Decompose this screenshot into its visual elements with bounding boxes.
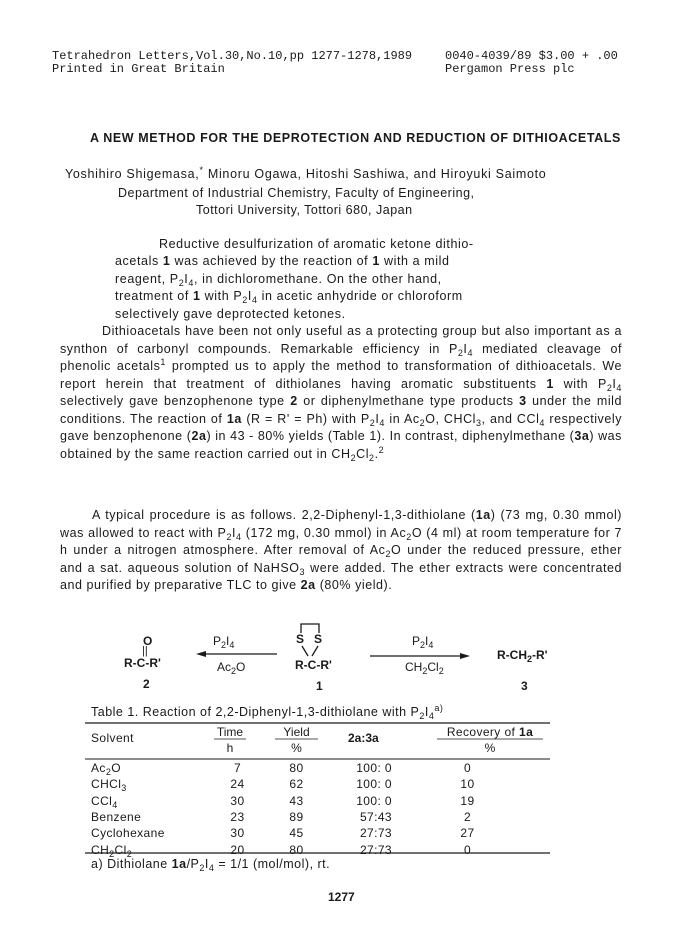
cell-recovery: 0 — [463, 842, 472, 857]
cell-yield: 43 — [289, 793, 304, 808]
header-solvent: Solvent — [91, 731, 134, 745]
cell-yield: 45 — [289, 826, 304, 841]
cell-time: 30 — [230, 826, 245, 841]
cell-ratio: 27:73 — [359, 826, 392, 841]
cell-solvent: CCl$_4$ — [91, 793, 118, 810]
cell-solvent: $CH_2Cl_2$ — [91, 842, 133, 859]
issn-price: 0040-4039/89 $3.00 + .00 — [445, 49, 618, 63]
cell-solvent: Benzene — [91, 810, 142, 825]
ketone-double-bond: || — [142, 645, 148, 657]
dithiolane-sulfur-left: S — [296, 632, 305, 646]
cell-ratio: 27:73 — [359, 842, 392, 857]
table-row — [91, 776, 521, 792]
cell-time: 20 — [230, 842, 245, 857]
abstract-line: selectively gave deprotected ketones. — [115, 306, 346, 321]
cell-solvent: CHCl$_3$ — [91, 777, 127, 794]
cell-recovery: 27 — [460, 826, 475, 841]
abstract-line: reagent, $P_2I_4$, in dichloromethane. On the other hand, — [115, 271, 442, 288]
cell-time: 23 — [230, 810, 245, 825]
alkane-formula: $R-CH_2-R'$ — [497, 648, 548, 664]
other-authors: Minoru Ogawa, Hitoshi Sashiwa, and Hiroyuki Saimoto — [203, 167, 547, 181]
abstract-line: Reductive desulfurization of aromatic ketone dithio- — [159, 237, 474, 251]
corresponding-mark: * — [199, 165, 204, 175]
left-reagent-top: $P_2I_4$ — [213, 634, 235, 650]
table-row — [91, 825, 521, 841]
table-row — [91, 809, 521, 825]
dithiolane-formula: R-C-R' — [295, 658, 332, 672]
table-rows — [91, 760, 521, 858]
cell-time: 30 — [230, 793, 245, 808]
dithiolane-sulfur-right: S — [314, 632, 323, 646]
table-row — [91, 793, 521, 809]
cell-solvent: Cyclohexane — [91, 826, 165, 841]
cell-yield: 89 — [289, 810, 304, 825]
cell-recovery: 10 — [460, 777, 475, 792]
cell-time: 7 — [233, 761, 242, 776]
cell-yield: 62 — [289, 777, 304, 792]
publisher: Pergamon Press plc — [445, 62, 575, 76]
cell-ratio: 100: 0 — [356, 793, 392, 808]
body-paragraph-1: Dithioacetals have been not only useful as a protecting group but also important as a synthon of carbonyl compounds. Remarkable efficiency in $P_2I_4$ mediated cleavage of phenolic acetals$^1$ prompted us to apply the method to transformation of dithioacetals. We report herein that treatment of dithiolanes having aromatic substituents 1 with $P_2I_4$ selectively gave benzophenone type 2 or diphenylmethane type products 3 under the mild conditions. The reaction of 1a (R = R' = Ph) with $P_2I_4$ in $Ac_2O$, CHCl$_3$, and CCl$_4$ respectively gave benzophenone (2a) in 43 - 80% yields (Table 1). In contrast, diphenylmethane (3a) was obtained by the same reaction carried out in $CH_2Cl_2.^2$ — [60, 324, 622, 463]
cell-recovery: 0 — [463, 761, 472, 776]
table-row — [91, 841, 521, 857]
right-reagent-bottom: $CH_2Cl_2$ — [405, 660, 444, 676]
compound-label-2: 2 — [143, 677, 150, 691]
cell-time: 24 — [230, 777, 245, 792]
header-time: Time — [216, 725, 244, 739]
abstract-line: acetals 1 was achieved by the reaction of 1 with a mild — [115, 254, 450, 269]
table-row — [91, 760, 521, 776]
abstract-line: treatment of 1 with $P_2I_4$ in acetic anhydride or chloroform — [115, 289, 463, 306]
page-number: 1277 — [328, 890, 355, 904]
header-yield: Yield — [283, 725, 310, 739]
header-time-unit: h — [226, 741, 234, 755]
header-yield-unit: % — [291, 741, 302, 755]
header-recovery-unit: % — [484, 741, 496, 755]
paper-title: A NEW METHOD FOR THE DEPROTECTION AND REDUCTION OF DITHIOACETALS — [90, 131, 621, 145]
cell-ratio: 100: 0 — [356, 777, 392, 792]
compound-label-1: 1 — [316, 679, 323, 693]
cell-yield: 80 — [289, 842, 304, 857]
compound-label-3: 3 — [521, 679, 528, 693]
header-ratio: 2a:3a — [348, 731, 379, 745]
cell-solvent: $Ac_2O$ — [91, 761, 121, 778]
cell-recovery: 2 — [463, 810, 472, 825]
right-reagent-top: $P_2I_4$ — [412, 634, 434, 650]
first-author: Yoshihiro Shigemasa, — [65, 167, 200, 181]
body-paragraph-2: A typical procedure is as follows. 2,2-Diphenyl-1,3-dithiolane (1a) (73 mg, 0.30 mmol) was allowed to react with $P_2I_4$ (172 mg, 0.30 mmol) in $Ac_2O$ (4 ml) at room temperature for 7 h under a nitrogen atmosphere. After removal of $Ac_2O$ under the reduced pressure, ether and a sat. aqueous solution of NaHSO$_3$ were added. The ether extracts were concentrated and purified by preparative TLC to give 2a (80% yield). — [60, 508, 622, 592]
cell-ratio: 57:43 — [359, 810, 392, 825]
journal-citation: Tetrahedron Letters,Vol.30,No.10,pp 1277-1278,1989 — [52, 49, 413, 63]
printed-in: Printed in Great Britain — [52, 62, 225, 76]
cell-ratio: 100: 0 — [356, 761, 392, 776]
ketone-formula: R-C-R' — [124, 656, 161, 670]
affiliation-line-1: Department of Industrial Chemistry, Faculty of Engineering, — [118, 186, 475, 200]
affiliation-line-2: Tottori University, Tottori 680, Japan — [196, 203, 413, 217]
ketone-oxygen: O — [143, 634, 153, 648]
cell-recovery: 19 — [460, 793, 475, 808]
table-body — [91, 760, 521, 858]
table-caption: Table 1. Reaction of 2,2-Diphenyl-1,3-dithiolane with $P_2I_4^{a)}$ — [91, 703, 444, 721]
table-footnote: a) Dithiolane $1a/P_2I_4 = 1/1$ (mol/mol), rt. — [91, 857, 331, 873]
left-reagent-bottom: $Ac_2O$ — [217, 660, 246, 676]
header-recovery: Recovery of 1a — [446, 725, 534, 739]
cell-yield: 80 — [289, 761, 304, 776]
